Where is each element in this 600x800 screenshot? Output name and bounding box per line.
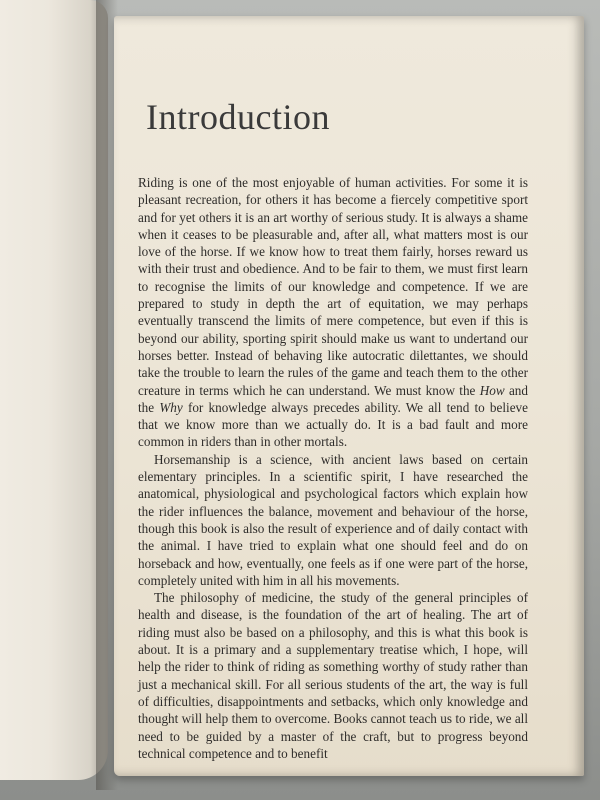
left-page-edge <box>0 0 108 780</box>
paragraph-2: Horsemanship is a science, with ancient laws based on certain elementary principles. In a scientific spirit, I have researched the anatomical, physiological and psychological factors which explain how the rider influences the balance, movement and behaviour of the horse, though this book is also the result of experience and of daily contact with the animal. I have tried to explain what one should feel and do on horseback and how, eventually, one feels as if one were part of the horse, completely united with him in all his movements. <box>138 451 528 588</box>
body-text <box>138 174 528 762</box>
paragraph-1-text-a: Riding is one of the most enjoyable of human activities. For some it is pleasant recreation, for others it has become a fiercely competitive sport and for yet others it is an art worthy of serious study. It is always a shame when it ceases to be pleasurable and, after all, what matters most is our love of the horse. If we know how to treat them fairly, horses reward us with their trust and obedience. And to be fair to them, we must first learn to recognise the limits of our knowledge and competence. If we are prepared to study in depth the art of equitation, we may perhaps eventually transcend the limits of mere competence, but even if this is beyond our ability, sporting spirit should make us want to undertand our horses better. Instead of behaving like autocratic dilettantes, we should take the trouble to learn the rules of the game and teach them to the other creature in terms which he can understand. We must know the <box>138 175 528 398</box>
paragraph-1-text-c: for knowledge always precedes ability. We all tend to believe that we know more than we actually do. It is a bad fault and more common in riders than in other mortals. <box>138 399 528 450</box>
emphasis-how: How <box>479 382 505 398</box>
paragraph-3: The philosophy of medicine, the study of the general principles of health and disease, is the foundation of the art of healing. The art of riding must also be based on a philosophy, and this is what this book is about. It is a primary and a supplementary treatise which, I hope, will help the rider to think of riding as something worthy of study rather than just a mechanical skill. For all serious students of the art, the way is full of difficulties, disappointments and setbacks, which only knowledge and thought will help them to overcome. Books cannot teach us to ride, we all need to be guided by a master of the craft, but to progress beyond technical competence and to benefit <box>138 590 528 761</box>
paragraph-1-text-b: and the <box>138 382 528 415</box>
page-title: Introduction <box>146 97 330 137</box>
book-page <box>114 16 584 776</box>
emphasis-why: Why <box>159 399 183 415</box>
paragraph-1 <box>138 174 528 451</box>
